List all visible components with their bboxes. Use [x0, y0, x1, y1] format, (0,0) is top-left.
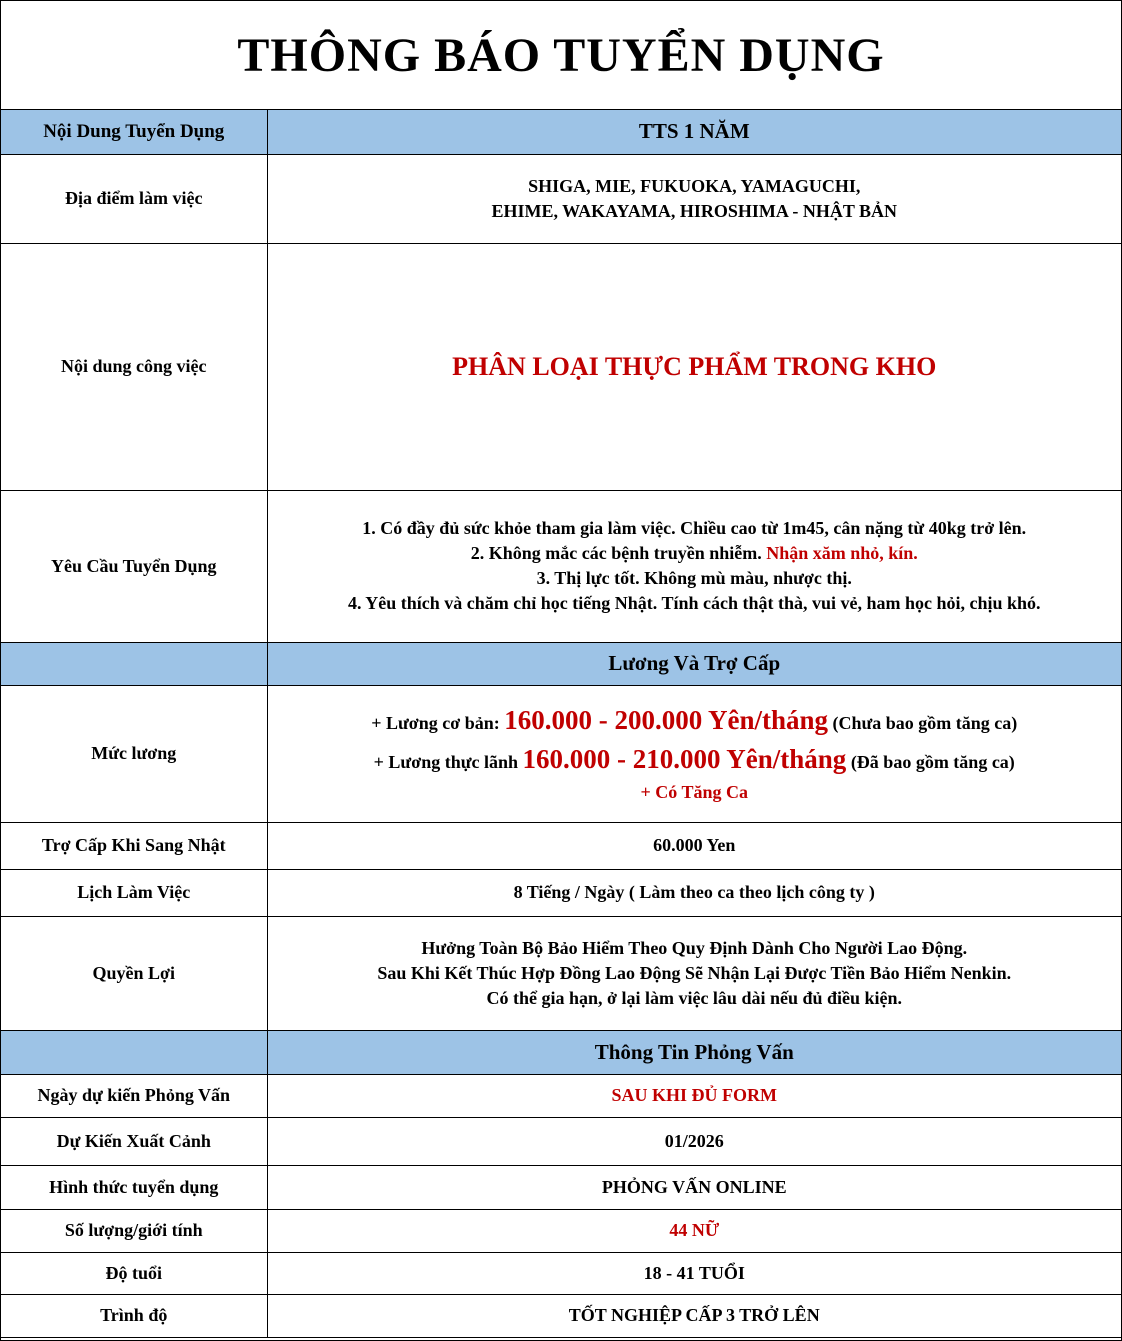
education-value: TỐT NGHIỆP CẤP 3 TRỞ LÊN [267, 1294, 1121, 1337]
salary-value [267, 685, 1121, 822]
header-label: Nội Dung Tuyển Dụng [1, 110, 267, 154]
recruit-form-value: PHỎNG VẤN ONLINE [267, 1165, 1121, 1209]
recruitment-table [1, 110, 1121, 1338]
table-header-row [1, 110, 1121, 154]
location-row [1, 154, 1121, 243]
page-title: THÔNG BÁO TUYỂN DỤNG [1, 1, 1121, 110]
interview-section-heading: Thông Tin Phỏng Vấn [267, 1030, 1121, 1074]
interview-date-label: Ngày dự kiến Phỏng Vấn [1, 1074, 267, 1117]
departure-row [1, 1117, 1121, 1165]
requirements-value [267, 490, 1121, 642]
education-row [1, 1294, 1121, 1337]
overtime-note: + Có Tăng Ca [640, 782, 748, 802]
net-salary-prefix: + Lương thực lãnh [373, 752, 519, 772]
job-value: PHÂN LOẠI THỰC PHẨM TRONG KHO [267, 243, 1121, 490]
requirements-label: Yêu Cầu Tuyển Dụng [1, 490, 267, 642]
job-row [1, 243, 1121, 490]
basic-salary-line [276, 702, 1114, 741]
quantity-label: Số lượng/giới tính [1, 1209, 267, 1252]
interview-section-header [1, 1030, 1121, 1074]
interview-section-blank [1, 1030, 267, 1074]
age-value: 18 - 41 TUỔI [267, 1252, 1121, 1294]
requirement-item: 3. Thị lực tốt. Không mù màu, nhược thị. [536, 568, 852, 588]
basic-salary-prefix: + Lương cơ bản: [371, 713, 500, 733]
salary-section-heading: Lương Và Trợ Cấp [267, 642, 1121, 685]
requirement-text: 2. Không mắc các bệnh truyền nhiễm. [470, 543, 762, 563]
benefits-value [267, 916, 1121, 1030]
requirements-row [1, 490, 1121, 642]
recruit-form-row [1, 1165, 1121, 1209]
age-label: Độ tuổi [1, 1252, 267, 1294]
requirement-highlight: Nhận xăm nhỏ, kín. [766, 543, 918, 563]
job-label: Nội dung công việc [1, 243, 267, 490]
quantity-value: 44 NỮ [267, 1209, 1121, 1252]
schedule-row [1, 869, 1121, 916]
benefit-item: Sau Khi Kết Thúc Hợp Đồng Lao Động Sẽ Nhận Lại Được Tiền Bảo Hiểm Nenkin. [377, 962, 1012, 983]
allowance-label: Trợ Cấp Khi Sang Nhật [1, 822, 267, 869]
salary-section-blank [1, 642, 267, 685]
header-value: TTS 1 NĂM [267, 110, 1121, 154]
benefits-label: Quyền Lợi [1, 916, 267, 1030]
recruit-form-label: Hình thức tuyển dụng [1, 1165, 267, 1209]
requirement-item: 1. Có đầy đủ sức khỏe tham gia làm việc. Chiều cao từ 1m45, cân nặng từ 40kg trở lên. [362, 518, 1027, 538]
net-salary-amount: 160.000 - 210.000 Yên/tháng [522, 744, 847, 774]
location-line: SHIGA, MIE, FUKUOKA, YAMAGUCHI, [528, 175, 861, 196]
requirement-item [276, 541, 1114, 566]
basic-salary-amount: 160.000 - 200.000 Yên/tháng [504, 705, 828, 735]
benefit-item: Hưởng Toàn Bộ Bảo Hiểm Theo Quy Định Dành Cho Người Lao Động. [421, 937, 968, 958]
benefit-item: Có thể gia hạn, ở lại làm việc lâu dài nếu đủ điều kiện. [486, 987, 903, 1008]
net-salary-line [276, 741, 1114, 780]
departure-value: 01/2026 [267, 1117, 1121, 1165]
interview-date-row [1, 1074, 1121, 1117]
net-salary-note: (Đã bao gồm tăng ca) [850, 752, 1015, 772]
salary-row [1, 685, 1121, 822]
salary-label: Mức lương [1, 685, 267, 822]
salary-section-header [1, 642, 1121, 685]
benefits-row [1, 916, 1121, 1030]
schedule-label: Lịch Làm Việc [1, 869, 267, 916]
basic-salary-note: (Chưa bao gồm tăng ca) [832, 713, 1018, 733]
interview-date-value: SAU KHI ĐỦ FORM [267, 1074, 1121, 1117]
allowance-value: 60.000 Yen [267, 822, 1121, 869]
schedule-value: 8 Tiếng / Ngày ( Làm theo ca theo lịch công ty ) [267, 869, 1121, 916]
age-row [1, 1252, 1121, 1294]
departure-label: Dự Kiến Xuất Cảnh [1, 1117, 267, 1165]
location-label: Địa điểm làm việc [1, 154, 267, 243]
requirement-item: 4. Yêu thích và chăm chỉ học tiếng Nhật. Tính cách thật thà, vui vẻ, ham học hỏi, chịu khó. [347, 593, 1041, 613]
allowance-row [1, 822, 1121, 869]
location-line: EHIME, WAKAYAMA, HIROSHIMA - NHẬT BẢN [491, 200, 898, 221]
location-value [267, 154, 1121, 243]
education-label: Trình độ [1, 1294, 267, 1337]
quantity-row [1, 1209, 1121, 1252]
